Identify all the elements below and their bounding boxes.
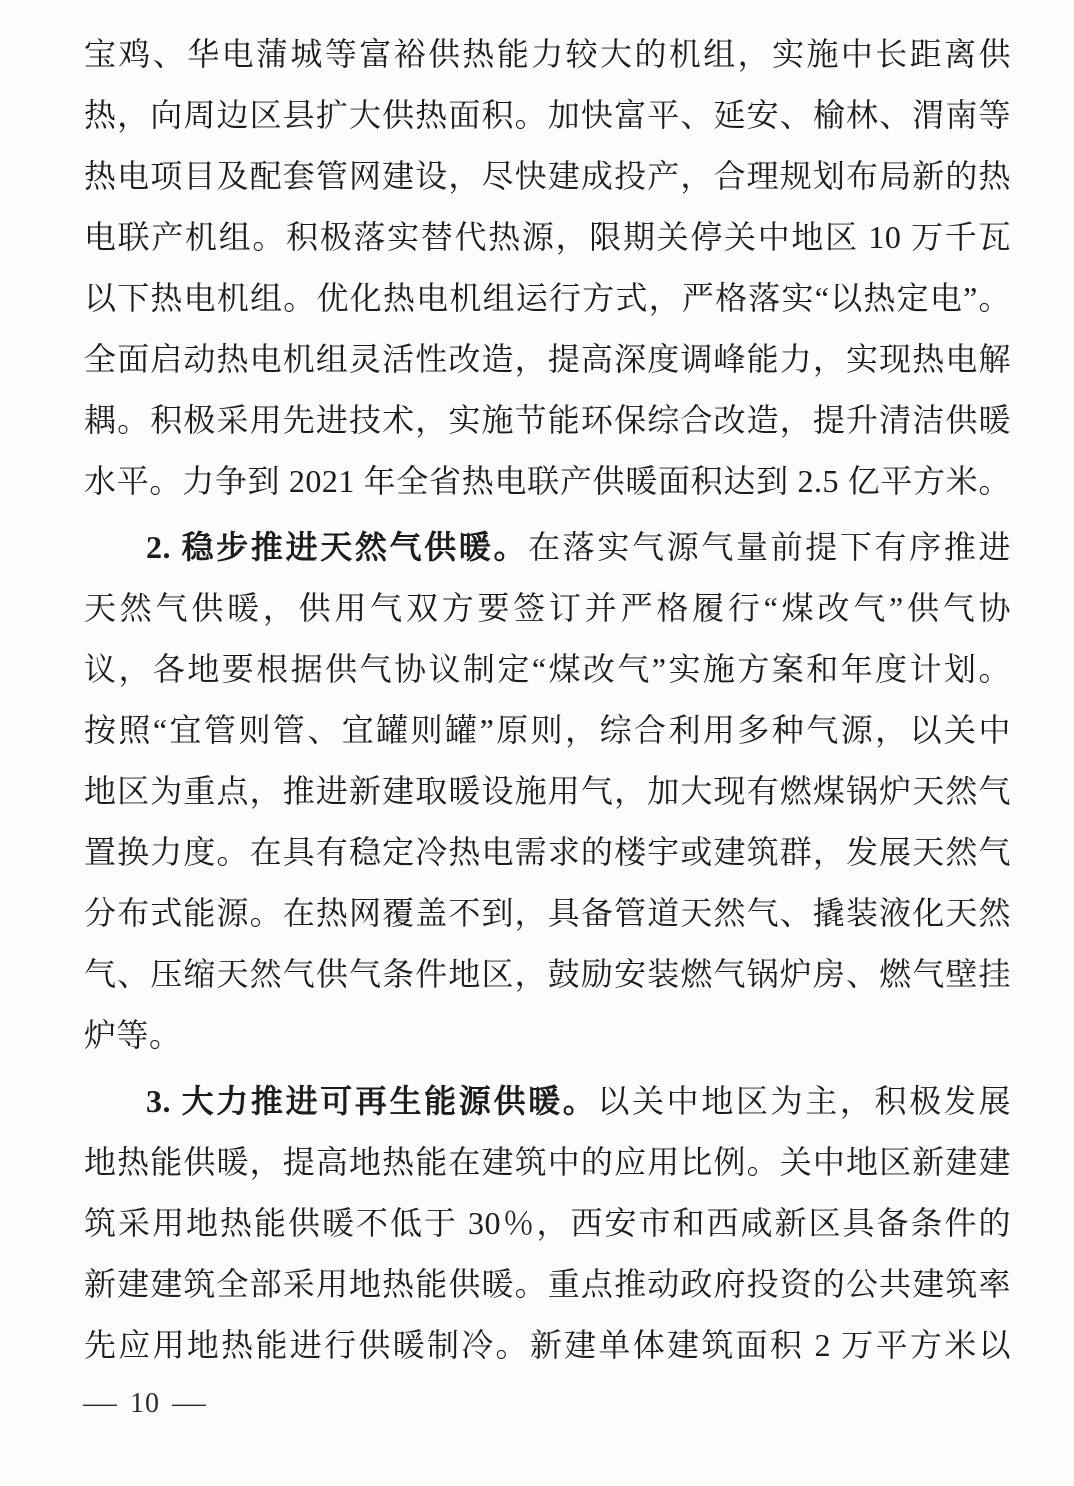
body-text: 先应用地热能进行供暖制冷。新建单体建筑面积 2 万平方米以 — [84, 1327, 1011, 1363]
item-heading-text: 3. 大力推进可再生能源供暖。 — [146, 1083, 598, 1119]
text-line — [84, 390, 1011, 451]
body-text: 分布式能源。在热网覆盖不到，具备管道天然气、撬装液化天然 — [84, 895, 1011, 931]
text-line — [84, 1193, 1011, 1254]
body-text: 筑采用地热能供暖不低于 30％，西安市和西咸新区具备条件的 — [84, 1205, 1011, 1241]
page-number: 10 — [130, 1388, 160, 1419]
text-line — [84, 761, 1011, 822]
body-text: 地热能供暖，提高地热能在建筑中的应用比例。关中地区新建建 — [84, 1144, 1011, 1180]
text-line — [84, 24, 1011, 85]
text-line — [84, 822, 1011, 883]
body-text: 以下热电机组。优化热电机组运行方式，严格落实“以热定电”。 — [84, 280, 1011, 316]
body-text: 气、压缩天然气供气条件地区，鼓励安装燃气锅炉房、燃气壁挂 — [84, 956, 1011, 992]
text-line — [84, 1315, 1011, 1376]
paragraph — [84, 517, 1011, 1066]
document-text — [84, 24, 1011, 1376]
text-line — [84, 207, 1011, 268]
text-line — [84, 944, 1011, 1005]
body-text: 热，向周边区县扩大供热面积。加快富平、延安、榆林、渭南等 — [84, 97, 1011, 133]
text-line — [84, 329, 1011, 390]
body-text: 热电项目及配套管网建设，尽快建成投产，合理规划布局新的热 — [84, 158, 1011, 194]
text-line — [84, 1254, 1011, 1315]
footer-dash-left: — — [83, 1388, 118, 1419]
body-text: 天然气供暖，供用气双方要签订并严格履行“煤改气”供气协 — [84, 590, 1011, 626]
body-text: 新建建筑全部采用地热能供暖。重点推动政府投资的公共建筑率 — [84, 1266, 1011, 1302]
item-heading-text: 2. 稳步推进天然气供暖。 — [146, 529, 529, 565]
body-text: 置换力度。在具有稳定冷热电需求的楼宇或建筑群，发展天然气 — [84, 834, 1011, 870]
paragraph — [84, 1071, 1011, 1376]
text-line — [84, 85, 1011, 146]
body-text: 宝鸡、华电蒲城等富裕供热能力较大的机组，实施中长距离供 — [84, 36, 1011, 72]
footer-dash-right: — — [172, 1388, 207, 1419]
text-line — [84, 1005, 1011, 1066]
text-line — [84, 883, 1011, 944]
body-text: 电联产机组。积极落实替代热源，限期关停关中地区 10 万千瓦 — [84, 219, 1011, 255]
text-line — [84, 451, 1011, 512]
paragraph — [84, 24, 1011, 512]
text-line — [84, 517, 1011, 578]
text-line — [84, 639, 1011, 700]
body-text: 地区为重点，推进新建取暖设施用气，加大现有燃煤锅炉天然气 — [84, 773, 1011, 809]
text-line — [84, 578, 1011, 639]
text-line — [84, 268, 1011, 329]
body-text: 以关中地区为主，积极发展 — [597, 1083, 1011, 1119]
body-text: 按照“宜管则管、宜罐则罐”原则，综合利用多种气源，以关中 — [84, 712, 1011, 748]
text-line — [84, 146, 1011, 207]
body-text: 耦。积极采用先进技术，实施节能环保综合改造，提升清洁供暖 — [84, 402, 1011, 438]
text-line — [84, 1132, 1011, 1193]
body-text: 水平。力争到 2021 年全省热电联产供暖面积达到 2.5 亿平方米。 — [84, 463, 1011, 499]
page-footer — [83, 1388, 207, 1420]
body-text: 全面启动热电机组灵活性改造，提高深度调峰能力，实现热电解 — [84, 341, 1011, 377]
body-text: 议，各地要根据供气协议制定“煤改气”实施方案和年度计划。 — [84, 651, 1011, 687]
body-text: 在落实气源气量前提下有序推进 — [528, 529, 1011, 565]
body-text: 炉等。 — [84, 1017, 182, 1053]
text-line — [84, 700, 1011, 761]
text-line — [84, 1071, 1011, 1132]
